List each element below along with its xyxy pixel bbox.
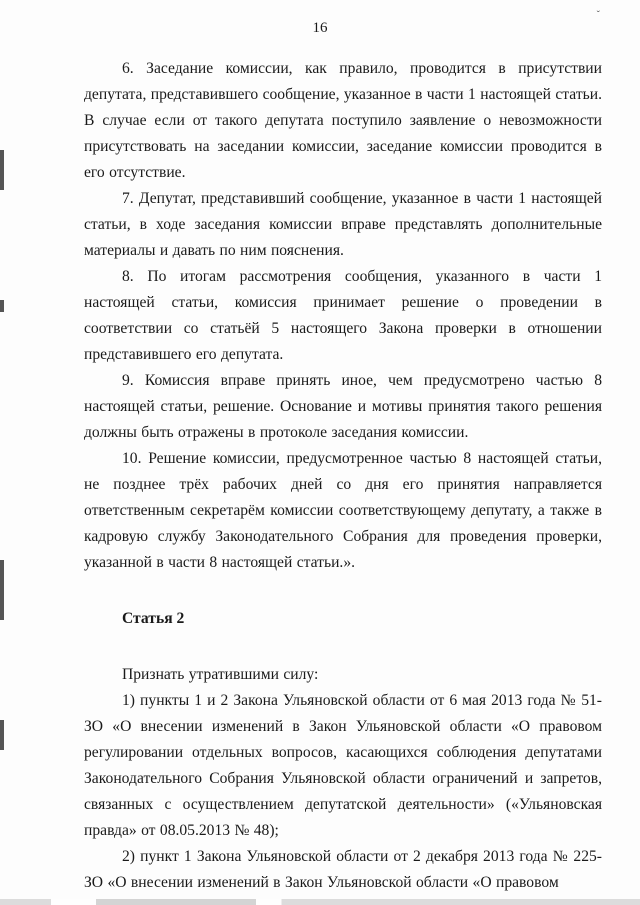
scan-edge-marks bbox=[0, 0, 8, 905]
scan-mark bbox=[0, 300, 4, 312]
scan-mark bbox=[0, 560, 4, 620]
paragraph-6: 6. Заседание комиссии, как правило, проводится в присутствии депутата, представившего сообщение, указанное в части 1 настоящей статьи. В случае если от такого депутата поступило заявление о невозможности присутствовать на заседании комиссии, заседание комиссии проводится в его отсутствие. bbox=[84, 60, 602, 181]
paragraph-item-1: 1) пункты 1 и 2 Закона Ульяновской области от 6 мая 2013 года № 51-ЗО «О внесении изменений в Закон Ульяновской области «О правовом регулировании отдельных вопросов, касающихся соблюдения депутатами Законодательного Собрания Ульяновской области ограничений и запретов, связанных с осуществлением депутатской деятельности» («Ульяновская правда» от 08.05.2013 № 48); bbox=[84, 692, 602, 839]
scan-mark bbox=[0, 720, 4, 750]
paragraph-7: 7. Депутат, представивший сообщение, указанное в части 1 настоящей статьи, в ходе заседания комиссии вправе представлять дополнительные материалы и давать по ним пояснения. bbox=[84, 190, 602, 259]
corner-speck: ˇ bbox=[596, 10, 600, 21]
paragraph-8: 8. По итогам рассмотрения сообщения, указанного в части 1 настоящей статьи, комиссия принимает решение о проведении в соответствии со статьёй 5 настоящего Закона проверки в отношении представившего его депутата. bbox=[84, 268, 602, 363]
paragraph-9: 9. Комиссия вправе принять иное, чем предусмотрено частью 8 настоящей статьи, решение. Основание и мотивы принятия такого решения должны быть отражены в протоколе заседания комиссии. bbox=[84, 372, 602, 441]
document-body bbox=[84, 56, 602, 896]
scan-bottom-edge bbox=[0, 899, 640, 905]
page-number: 16 bbox=[312, 20, 328, 36]
paragraph-10: 10. Решение комиссии, предусмотренное частью 8 настоящей статьи, не позднее трёх рабочих дней со дня его принятия направляется ответственным секретарём комиссии соответствующему депутату, а также в кадровую службу Законодательного Собрания для проведения проверки, указанной в части 8 настоящей статьи.». bbox=[84, 450, 602, 571]
article-heading: Статья 2 bbox=[122, 610, 185, 627]
scan-mark bbox=[0, 150, 4, 190]
paragraph-item-2: 2) пункт 1 Закона Ульяновской области от 2 декабря 2013 года № 225-ЗО «О внесении изменений в Закон Ульяновской области «О правовом bbox=[84, 848, 602, 891]
paragraph-intro: Признать утратившими силу: bbox=[122, 666, 319, 683]
